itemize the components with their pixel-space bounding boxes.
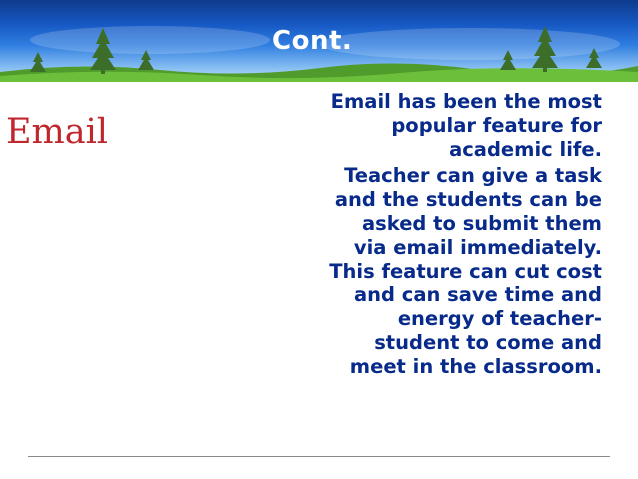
body-text: [250, 90, 602, 382]
paragraph: [250, 164, 602, 378]
side-heading: Email: [6, 112, 108, 152]
text-line: academic life.: [449, 137, 602, 161]
text-line: This feature can cut cost: [329, 259, 602, 283]
text-line: meet in the classroom.: [349, 354, 602, 378]
text-line: Email has been the most: [330, 90, 602, 113]
text-line: Teacher can give a task: [344, 164, 602, 188]
slide-title: Cont.: [272, 26, 353, 56]
text-line: via email immediately.: [353, 235, 602, 259]
paragraph: [250, 90, 602, 161]
text-line: and can save time and: [353, 283, 602, 307]
text-line: student to come and: [374, 330, 602, 354]
header-banner: [0, 0, 638, 82]
footer-divider: [28, 456, 610, 457]
text-line: energy of teacher-: [397, 307, 602, 331]
text-line: asked to submit them: [362, 211, 602, 235]
text-line: popular feature for: [391, 113, 602, 137]
text-line: and the students can be: [334, 188, 602, 212]
